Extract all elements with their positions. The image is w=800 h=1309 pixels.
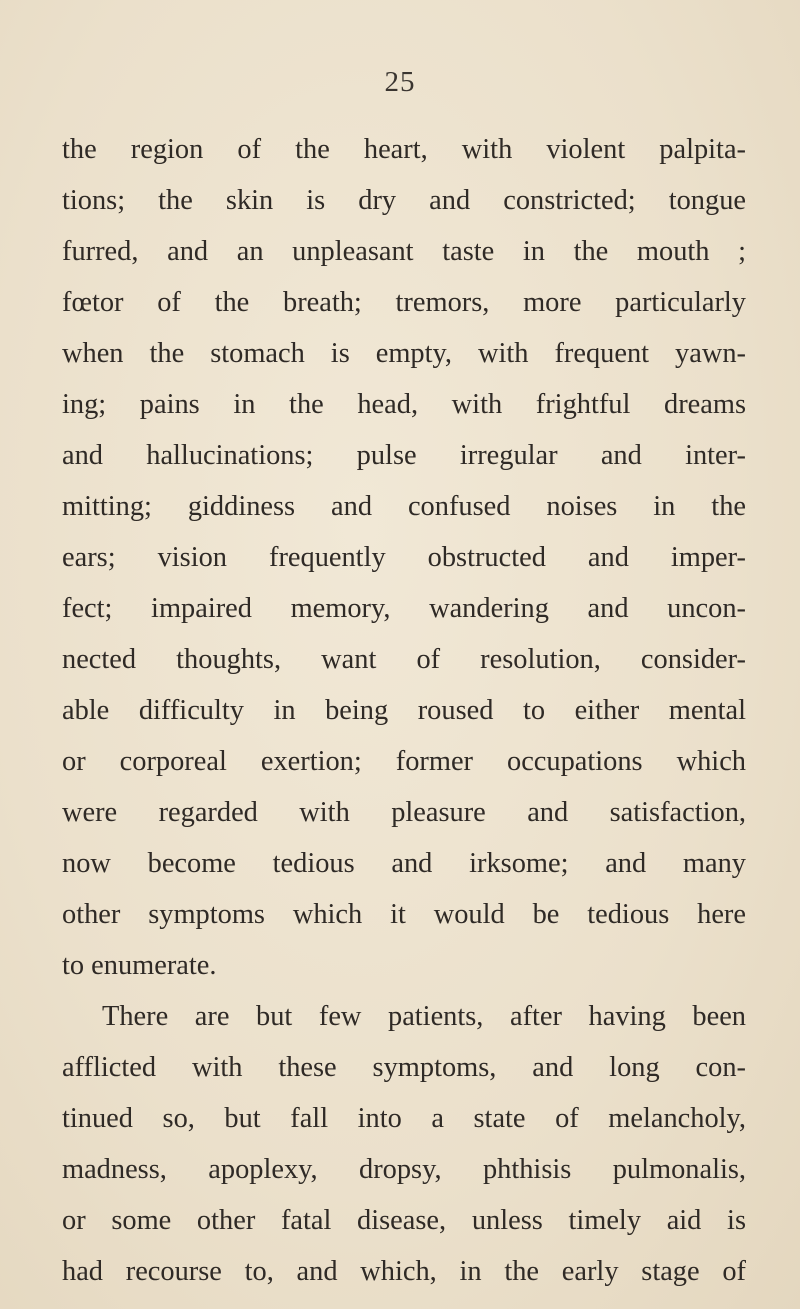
text-line: There are but few patients, after having been: [102, 1001, 746, 1032]
body-text: [62, 124, 746, 1297]
text-line: ing; pains in the head, with frightful dreams: [62, 389, 746, 420]
text-line: when the stomach is empty, with frequent yawn-: [62, 338, 746, 369]
text-line: tions; the skin is dry and constricted; tongue: [62, 185, 746, 216]
text-line: to enumerate.: [62, 950, 217, 981]
text-line: or corporeal exertion; former occupations which: [62, 746, 746, 777]
text-line: tinued so, but fall into a state of melancholy,: [62, 1103, 746, 1134]
text-line: able difficulty in being roused to either mental: [62, 695, 746, 726]
text-line: were regarded with pleasure and satisfaction,: [62, 797, 746, 828]
text-line: afflicted with these symptoms, and long con-: [62, 1052, 746, 1083]
text-line: furred, and an unpleasant taste in the mouth ;: [62, 236, 746, 267]
text-line: the region of the heart, with violent palpita-: [62, 134, 746, 165]
text-line: and hallucinations; pulse irregular and inter-: [62, 440, 746, 471]
text-line: now become tedious and irksome; and many: [62, 848, 746, 879]
text-line: madness, apoplexy, dropsy, phthisis pulmonalis,: [62, 1154, 746, 1185]
text-line: fect; impaired memory, wandering and uncon-: [62, 593, 746, 624]
page-number: 25: [384, 66, 416, 98]
text-line: mitting; giddiness and confused noises in the: [62, 491, 746, 522]
text-line: ears; vision frequently obstructed and imper-: [62, 542, 746, 573]
text-line: nected thoughts, want of resolution, consider-: [62, 644, 746, 675]
text-line: had recourse to, and which, in the early stage of: [62, 1256, 746, 1287]
text-line: fœtor of the breath; tremors, more particularly: [62, 287, 746, 318]
text-line: other symptoms which it would be tedious here: [62, 899, 746, 930]
text-line: or some other fatal disease, unless timely aid is: [62, 1205, 746, 1236]
